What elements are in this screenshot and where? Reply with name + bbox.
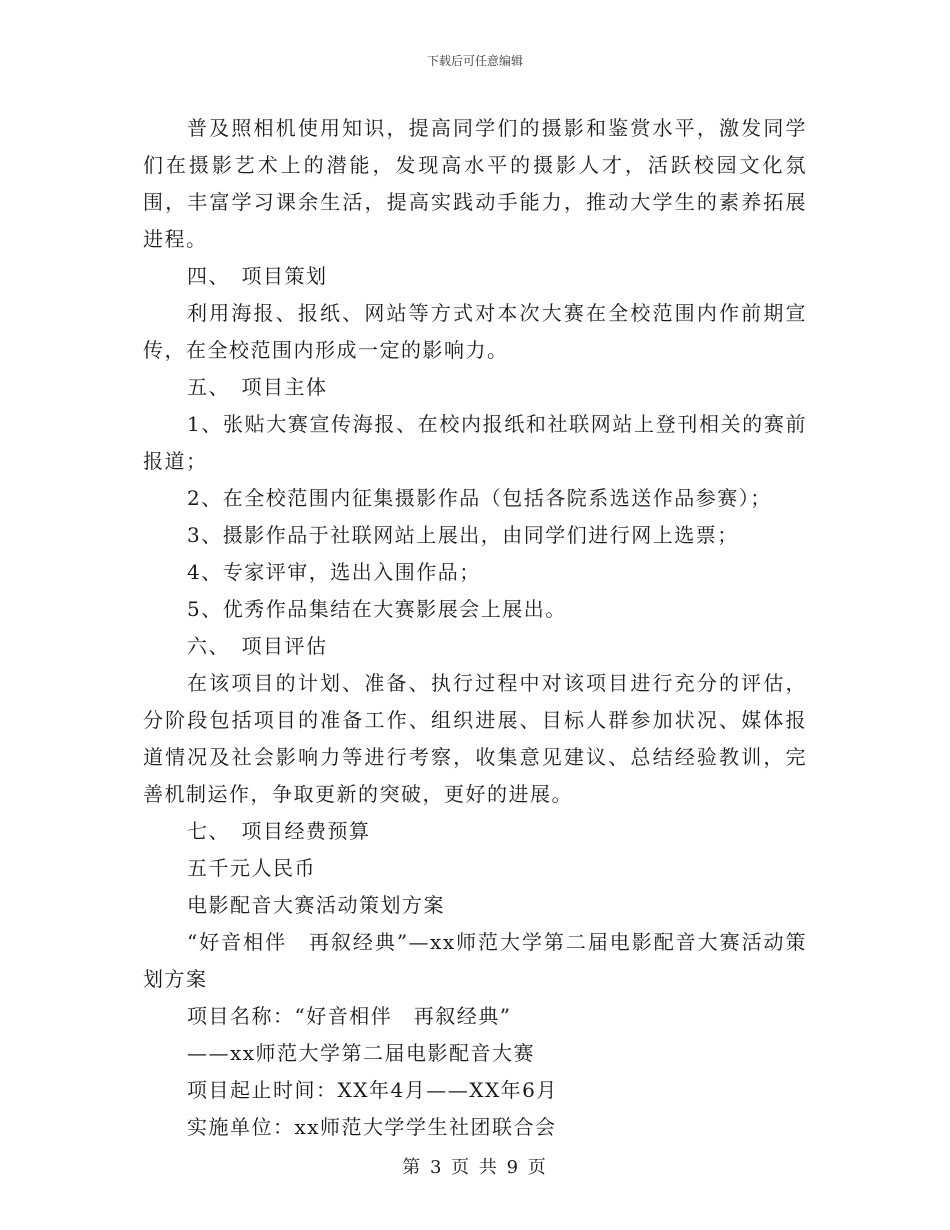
budget-amount: 五千元人民币: [187, 856, 316, 880]
list-item-2: 2、在全校范围内征集摄影作品（包括各院系选送作品参赛）；: [187, 486, 772, 510]
document-title: 电影配音大赛活动策划方案: [187, 893, 445, 917]
page-header-note: 下载后可任意编辑: [426, 54, 523, 68]
project-name-sub: ——xx师范大学第二届电影配音大赛: [187, 1041, 536, 1065]
project-period: 项目起止时间：XX年4月——XX年6月: [187, 1078, 558, 1102]
section-heading-5: 五、 项目主体: [187, 375, 328, 399]
paragraph-evaluation: 在该项目的计划、准备、执行过程中对该项目进行充分的评估，分阶段包括项目的准备工作、组织进展、目标人群参加状况、媒体报道情况及社会影响力等进行考察，收集意见建议、总结经验教训，完善机制运作，争取更新的突破，更好的进展。: [143, 671, 807, 806]
implementing-unit: 实施单位：xx师范大学学生社团联合会: [187, 1115, 557, 1139]
project-name: 项目名称：“好音相伴 再叙经典”: [187, 1004, 512, 1028]
section-heading-6: 六、 项目评估: [187, 634, 328, 658]
document-body: [143, 110, 807, 1146]
page-number: 第 3 页 共 9 页: [402, 1157, 548, 1178]
paragraph-planning: 利用海报、报纸、网站等方式对本次大赛在全校范围内作前期宣传，在全校范围内形成一定的影响力。: [143, 301, 807, 362]
list-item-4: 4、专家评审，选出入围作品；: [187, 560, 481, 584]
paragraph-purpose: 普及照相机使用知识，提高同学们的摄影和鉴赏水平，激发同学们在摄影艺术上的潜能，发现高水平的摄影人才，活跃校园文化氛围，丰富学习课余生活，提高实践动手能力，推动大学生的素养拓展进程。: [143, 116, 807, 251]
list-item-1: 1、张贴大赛宣传海报、在校内报纸和社联网站上登刊相关的赛前报道；: [143, 412, 807, 473]
list-item-3: 3、摄影作品于社联网站上展出，由同学们进行网上选票；: [187, 523, 739, 547]
document-subtitle: “好音相伴 再叙经典”—xx师范大学第二届电影配音大赛活动策划方案: [143, 930, 807, 991]
section-heading-7: 七、 项目经费预算: [187, 819, 371, 843]
section-heading-4: 四、 项目策划: [187, 264, 328, 288]
list-item-5: 5、优秀作品集结在大赛影展会上展出。: [187, 597, 567, 621]
